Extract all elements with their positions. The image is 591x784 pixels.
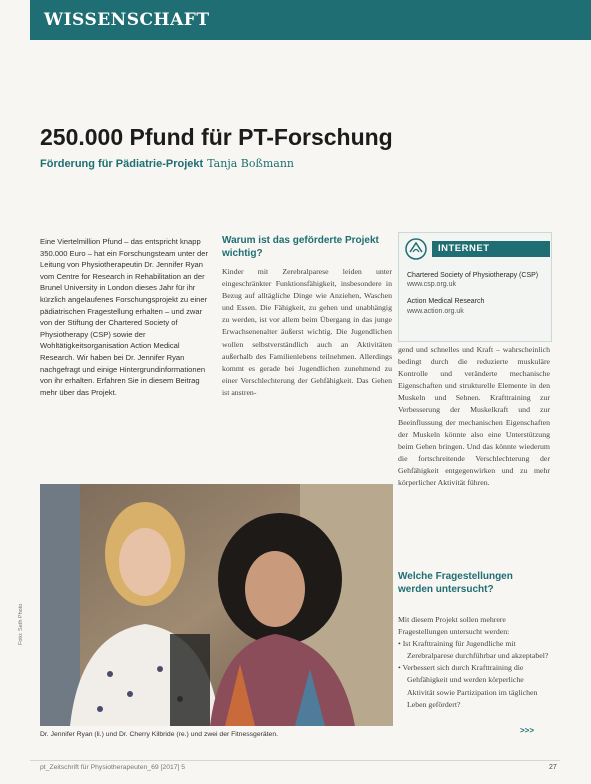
- link-name: Chartered Society of Physiotherapy (CSP): [407, 272, 539, 279]
- body-column-3: gend und schnelles und Kraft – wahrscheinlich bedingt durch die reduzierte muskuläre Kontrolle und veränderte mechanische Eigenschaften und strukturelle Elemente in den Muskeln und Sehnen. Krafttraining zur Verbesserung der Muskelkraft und zur Beeinflussung der mechanischen Eigenschaften der Muskeln könnte also eine Unterstützung beim Gehen bringen. Und das könnte wiederum die fortschreitende Verschlechterung der Gehfähigkeit entgegenwirken und zu mehr körperlicher Aktivität führen.: [398, 345, 550, 488]
- link-url[interactable]: www.action.org.uk: [407, 307, 464, 315]
- internet-link-csp[interactable]: [407, 271, 543, 289]
- section-title: WISSENSCHAFT: [44, 10, 210, 30]
- footer-publication: pt_Zeitschrift für Physiotherapeuten_69 [2017] 5: [40, 764, 186, 771]
- heading-questions: Welche Fragestellungen werden untersucht?: [398, 571, 513, 595]
- heading-why-important: Warum ist das geförderte Projekt wichtig?: [222, 235, 379, 259]
- link-name: Action Medical Research: [407, 298, 485, 306]
- page-number: 27: [549, 764, 557, 771]
- author-name: Tanja Boßmann: [207, 157, 295, 170]
- photo-credit: Foto: Seth Photo: [18, 603, 24, 645]
- internet-label-text: INTERNET: [438, 243, 490, 254]
- link-url[interactable]: www.csp.org.uk: [407, 281, 457, 289]
- subtitle-text: Förderung für Pädiatrie-Projekt: [40, 158, 204, 170]
- continue-marker: >>>: [520, 726, 535, 735]
- internet-link-amr[interactable]: [407, 297, 543, 315]
- bullet-item: • Verbessert sich durch Krafttraining die Gehfähigkeit und werden körperliche Aktivität sowie Partizipation im täglichen Leben gefördert?: [398, 663, 538, 709]
- internet-at-icon: [405, 238, 427, 260]
- section-band: [30, 0, 591, 40]
- questions-section: [398, 614, 550, 711]
- article-title: 250.000 Pfund für PT-Forschung: [40, 124, 393, 150]
- footer-divider: [30, 760, 560, 761]
- article-subtitle: [40, 157, 294, 170]
- bullet-item: • Ist Krafttraining für Jugendliche mit Zerebralparese durchführbar und akzeptabel?: [398, 639, 549, 661]
- internet-label: [432, 241, 550, 257]
- photo-caption: Dr. Jennifer Ryan (li.) und Dr. Cherry Kilbride (re.) und zwei der Fitnessgeräten.: [40, 731, 278, 738]
- internet-links: [407, 271, 543, 316]
- questions-intro: Mit diesem Projekt sollen mehrere Fragestellungen untersucht werden:: [398, 615, 510, 637]
- body-column-2: Kinder mit Zerebralparese leiden unter eingeschränkter Funktionsfähigkeit, insbesondere in Bezug auf alltägliche Dinge wie Anziehen, Waschen und Essen. Die Fähigkeit, zu gehen und unabhängig zu werden, ist vor allem beim Übergang in das junge Erwachsenenalter äußerst wichtig. Die Jugendlichen wollen selbstverständlich auch an Aktivitäten außerhalb des Familienlebens teilnehmen. Allerdings kommt es gerade bei Jugendlichen zunehmend zu einer Verschlechterung der Gehfähigkeit. Das Gehen ist anstren-: [222, 267, 392, 397]
- article-photo: [40, 484, 393, 726]
- lead-paragraph: Eine Viertelmillion Pfund – das entspricht knapp 350.000 Euro – hat ein Forschungsteam unter der Leitung von Physiotherapeutin Dr. Jennifer Ryan vom Centre for Research in Rehabilitation an der Brunel University in London dieses Jahr für ihr kürzlich angelaufenes Forschungsprojekt zu einer pädiatrischen Fragestellung erhalten – und zwar von der Stiftung der Chartered Society of Physiotherapy (CSP) sowie der Wohltätigkeitsorganisation Action Medical Research. Wir haben bei Dr. Jennifer Ryan nachgefragt und einige Hintergrundinformationen von ihr erhalten. Erfahren Sie in diesem Beitrag mehr über das Projekt.: [40, 237, 209, 397]
